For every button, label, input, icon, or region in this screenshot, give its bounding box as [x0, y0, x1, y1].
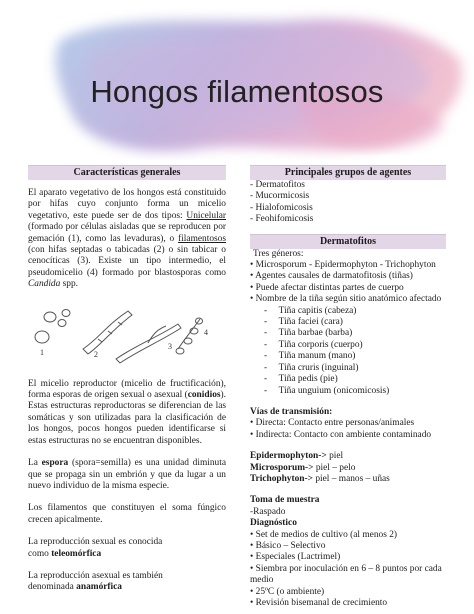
list-item: • Nombre de la tiña según sitio anatómico afectado	[250, 294, 442, 305]
page-title: Hongos filamentosos	[90, 74, 384, 109]
figure-label-1: 1	[40, 347, 44, 357]
text: La	[28, 458, 42, 469]
toma-value: -Raspado	[250, 506, 286, 517]
hyphae-drawing	[28, 299, 226, 369]
list-item: • Especiales (Lactrimel)	[250, 552, 341, 563]
text: (con hifas septadas o tabicadas (2) o sin tabicar o cenocíticas (3). Existe un tipo intermedio, el pseudomicelio (4) formado por blastosporas como	[28, 245, 226, 278]
toma-title: Toma de muestra	[250, 495, 320, 506]
underlined-term: Unicelular	[186, 210, 226, 221]
list-item: • Siembra por inoculación en 6 – 8 puntos por cada medio	[250, 563, 442, 586]
list-item: - Hialofomicosis	[250, 202, 313, 213]
agents-block	[250, 451, 446, 485]
list-item: • Set de medios de cultivo (al menos 2)	[250, 529, 398, 540]
text: denominada	[28, 582, 77, 593]
list-item: - Dermatofitos	[250, 180, 305, 190]
paragraph-espora	[28, 458, 226, 492]
list-item: - Tiña capitis (cabeza)	[264, 305, 357, 316]
bold-term: teleomórfica	[51, 548, 102, 559]
agent-name: Microsporum->	[250, 462, 314, 473]
text: La reproducción asexual es también	[28, 570, 163, 581]
paragraph-reproduccion-asexual	[28, 571, 226, 594]
dermatofitos-bullets	[250, 260, 446, 306]
text: El aparato vegetativo de los hongos está constituido por hifas cuyo conjunto forma un micelio vegetativo, este puede ser de dos tipos:	[28, 188, 226, 221]
tinas-list	[250, 306, 446, 397]
text: ). Estas estructuras reproductoras se diferencian de las somáticas y son utilizadas para la clasificación de los hongos, pocos hongos pueden identificarse si estas estructuras no se encuentran disponibles.	[28, 390, 226, 446]
section-header-caracteristicas: Características generales	[28, 165, 226, 180]
left-column	[28, 165, 226, 594]
paragraph-aparato-vegetativo	[28, 188, 226, 291]
list-item: - Tiña faciei (cara)	[264, 317, 343, 328]
text: piel – manos – uñas	[313, 473, 390, 484]
diagnostico-title: Diagnóstico	[250, 518, 297, 529]
section-header-dermatofitos: Dermatofitos	[250, 234, 446, 249]
list-item: - Tiña pedis (pie)	[264, 374, 338, 385]
list-item: - Mucormicosis	[250, 191, 310, 202]
groups-list	[250, 180, 446, 226]
list-item: - Tiña cruris (inguinal)	[264, 362, 359, 373]
list-item: • Básico – Selectivo	[250, 540, 326, 551]
figure-label-2: 2	[94, 349, 98, 359]
paragraph-reproduccion-sexual	[28, 537, 226, 560]
list-item: • Revisión bisemanal de crecimiento	[250, 598, 388, 608]
hyphae-illustration	[28, 299, 226, 369]
agent-line	[250, 463, 446, 474]
italic-term: Candida	[28, 279, 61, 290]
text: (formado por células aisladas que se reproducen por gemación (1), como las levaduras), o	[28, 222, 226, 244]
list-item: • Agentes causales de darmatofitosis (tiñas)	[250, 271, 413, 282]
list-item: • Indirecta: Contacto con ambiente contaminado	[250, 429, 432, 440]
list-item: • Puede afectar distintas partes de cuerpo	[250, 282, 404, 293]
agent-line	[250, 451, 446, 462]
vias-title: Vías de transmisión:	[250, 406, 333, 417]
text: (spora=semilla) es una unidad diminuta que se propaga sin un embrión y que da lugar a un nuevo individuo de la misma especie.	[28, 458, 227, 491]
list-item: - Feohifomicosis	[250, 214, 314, 225]
text: spp.	[60, 279, 79, 290]
right-column	[250, 165, 446, 609]
agent-line	[250, 474, 446, 485]
section-header-grupos: Principales grupos de agentes	[250, 165, 446, 180]
bold-term: anamórfica	[76, 582, 122, 593]
vias-list	[250, 418, 446, 441]
text: piel – pelo	[313, 462, 356, 473]
underlined-term: filamentosos	[178, 233, 226, 244]
list-item: • Microsporum - Epidermophyton - Trichophyton	[250, 260, 436, 271]
text: La reproducción sexual es conocida	[28, 537, 163, 548]
figure-label-3: 3	[168, 341, 172, 351]
bold-term: conidios	[187, 390, 221, 401]
agent-name: Epidermophyton->	[250, 451, 327, 462]
bold-term: espora	[41, 458, 69, 469]
figure-label-4: 4	[204, 327, 208, 337]
text: El micelio reproductor (micelio de fructificación), forma esporas de origen sexual o asexual (	[28, 378, 226, 401]
list-item: - Tiña barbae (barba)	[264, 328, 353, 339]
list-item: • 25ºC (o ambiente)	[250, 586, 325, 597]
paragraph-filamentos: Los filamentos que constituyen el soma fúngico crecen apicalmente.	[28, 503, 226, 525]
list-item: - Tiña corporis (cuerpo)	[264, 339, 363, 350]
list-item: - Tiña manum (mano)	[264, 351, 356, 362]
paragraph-micelio-reproductor	[28, 379, 226, 447]
text: piel	[326, 451, 344, 462]
agent-name: Trichophyton->	[250, 473, 313, 484]
text: como	[28, 548, 52, 559]
diagnostico-list	[250, 530, 446, 610]
list-item: - Tiña unguium (onicomicosis)	[264, 385, 390, 396]
list-item: • Directa: Contacto entre personas/animales	[250, 418, 415, 429]
generos-label: Tres géneros:	[253, 248, 304, 259]
